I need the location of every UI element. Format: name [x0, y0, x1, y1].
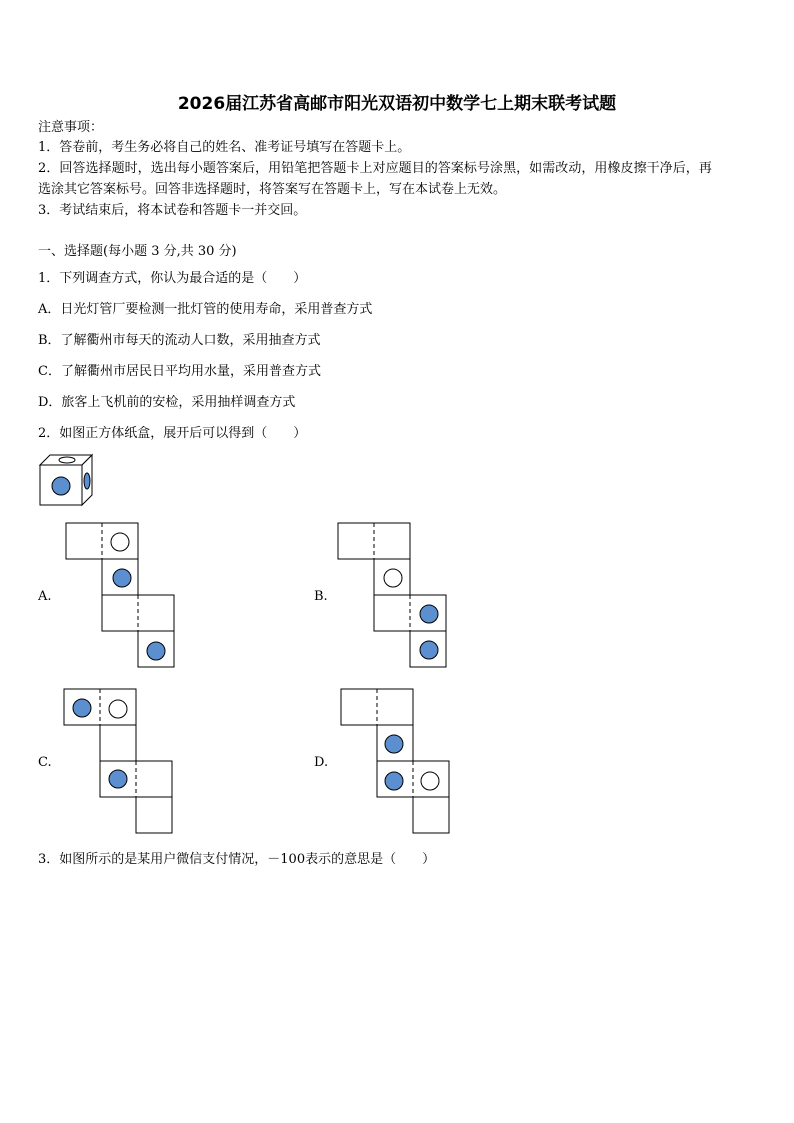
- net-option-c: [64, 689, 174, 835]
- cube-right-dot: [84, 473, 90, 489]
- cube-front-dot: [52, 477, 70, 495]
- net-option-d: [341, 689, 451, 835]
- q2-stem: 2．如图正方体纸盒，展开后可以得到（ ）: [38, 426, 307, 441]
- q2-option-b-label[interactable]: B.: [314, 589, 328, 604]
- q2-option-d-label[interactable]: D.: [314, 755, 329, 770]
- notice-item-1: 1．答卷前，考生务必将自己的姓名、准考证号填写在答题卡上。: [38, 140, 411, 155]
- q1-option-d: D．旅客上飞机前的安检，采用抽样调查方式: [38, 395, 296, 410]
- q3-stem: 3．如图所示的是某用户微信支付情况，－100表示的意思是（ ）: [38, 852, 436, 867]
- cube-figure: [40, 455, 96, 507]
- page-title: 2026届江苏省高邮市阳光双语初中数学七上期末联考试题: [177, 94, 617, 114]
- net-option-b: [338, 523, 448, 669]
- notice-item-2-cont: 选涂其它答案标号。回答非选择题时，将答案写在答题卡上，写在本试卷上无效。: [38, 182, 507, 197]
- q1-option-a: A．日光灯管厂要检测一批灯管的使用寿命，采用普查方式: [38, 302, 373, 317]
- q1-option-c: C．了解衢州市居民日平均用水量，采用普查方式: [38, 364, 321, 379]
- cube-top-circle: [59, 457, 75, 463]
- section-heading: 一、选择题(每小题 3 分,共 30 分): [38, 244, 237, 259]
- net-option-a: [66, 523, 176, 669]
- q1-stem: 1．下列调查方式，你认为最合适的是（ ）: [38, 271, 307, 286]
- q1-option-b: B．了解衢州市每天的流动人口数，采用抽查方式: [38, 333, 321, 348]
- q2-option-c-label[interactable]: C.: [38, 755, 52, 770]
- q2-option-a-label[interactable]: A.: [38, 589, 52, 604]
- notice-heading: 注意事项：: [38, 120, 104, 135]
- notice-item-3: 3．考试结束后，将本试卷和答题卡一并交回。: [38, 203, 307, 218]
- notice-item-2: 2．回答选择题时，选出每小题答案后，用铅笔把答题卡上对应题目的答案标号涂黑，如需改动，用橡皮擦干净后，再: [38, 161, 712, 176]
